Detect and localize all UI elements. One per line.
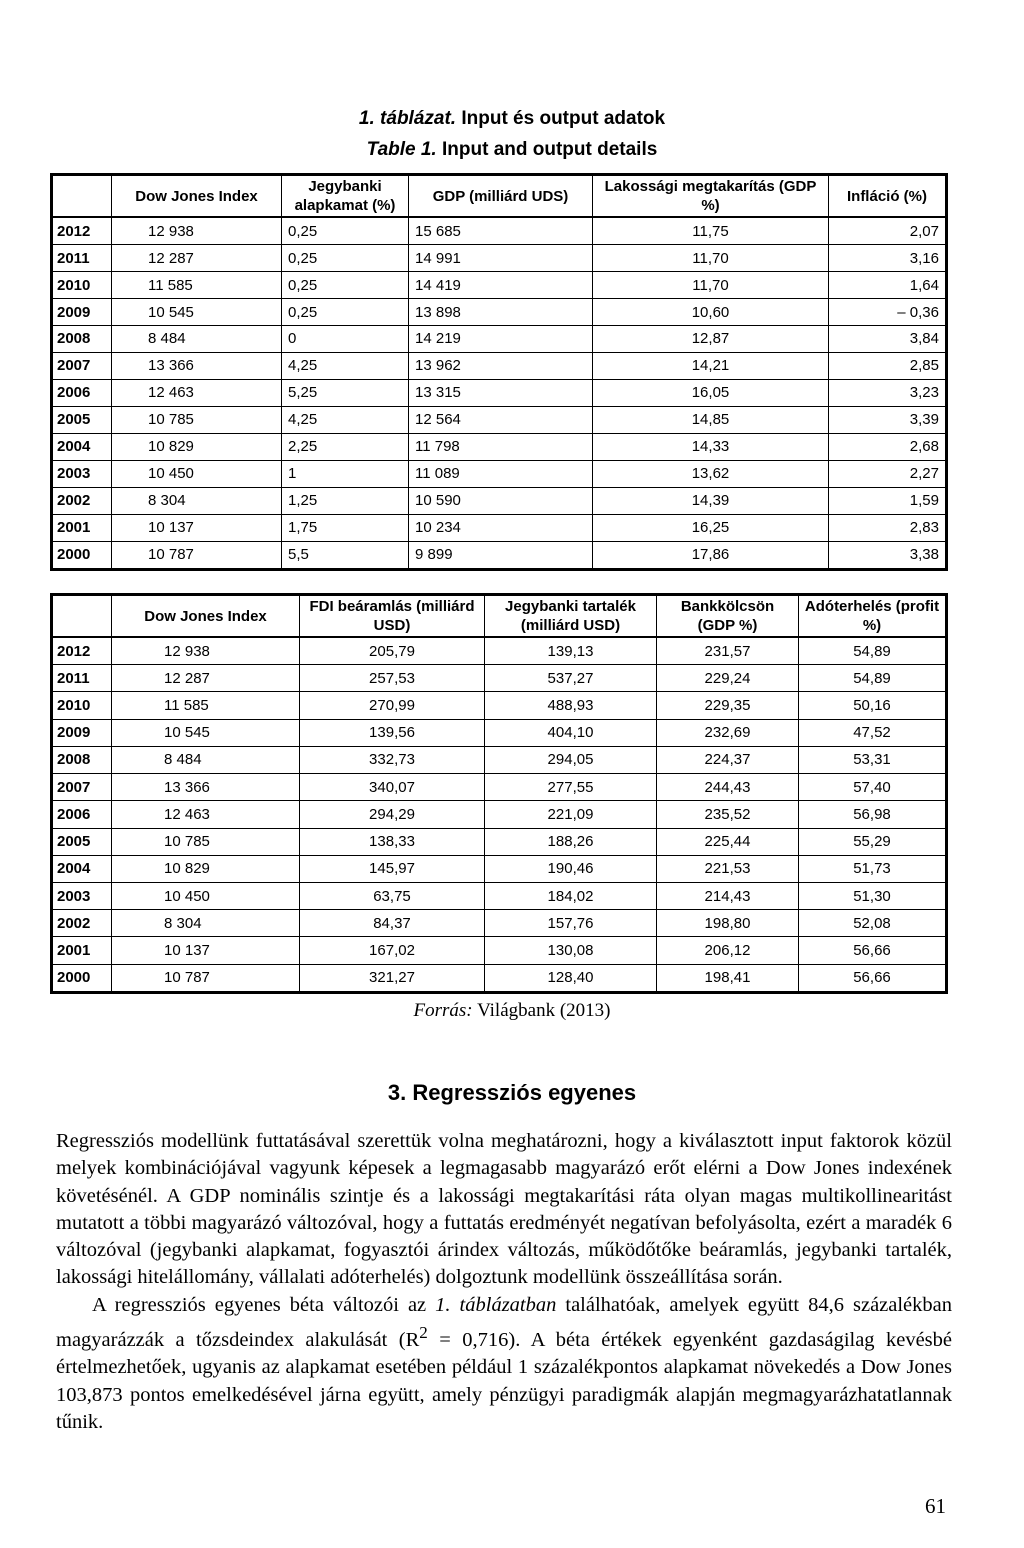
value-cell: 8 484: [112, 326, 282, 353]
header-cell-year: [52, 595, 112, 638]
year-cell: 2002: [52, 910, 112, 937]
header-cell: Dow Jones Index: [112, 595, 300, 638]
value-cell: 14 991: [409, 245, 593, 272]
value-cell: 221,09: [485, 801, 657, 828]
input-output-table-2: [50, 593, 948, 994]
table-row: [52, 665, 947, 692]
header-cell: FDI beáramlás (milliárd USD): [300, 595, 485, 638]
value-cell: 13,62: [593, 460, 829, 487]
year-cell: 2000: [52, 964, 112, 992]
value-cell: 190,46: [485, 855, 657, 882]
value-cell: 14,39: [593, 487, 829, 514]
year-cell: 2008: [52, 746, 112, 773]
value-cell: 12 938: [112, 637, 300, 665]
header-cell-year: [52, 175, 112, 218]
value-cell: 8 304: [112, 910, 300, 937]
table-caption-en-title: Input and output details: [442, 139, 658, 160]
value-cell: 229,35: [657, 692, 799, 719]
input-output-table-1: [50, 173, 948, 571]
value-cell: 257,53: [300, 665, 485, 692]
value-cell: 145,97: [300, 855, 485, 882]
value-cell: 198,80: [657, 910, 799, 937]
value-cell: 56,66: [799, 964, 947, 992]
value-cell: 57,40: [799, 774, 947, 801]
paragraph-2-part-b: találhatóak, amelyek együtt 84,6 százalékban magyarázzák a tőzsdeindex alakulását (R: [56, 1293, 953, 1351]
value-cell: 14,33: [593, 433, 829, 460]
value-cell: 15 685: [409, 217, 593, 245]
header-cell: Jegybanki tartalék (milliárd USD): [485, 595, 657, 638]
value-cell: 10 787: [112, 964, 300, 992]
value-cell: 0,25: [282, 272, 409, 299]
year-cell: 2002: [52, 487, 112, 514]
value-cell: 244,43: [657, 774, 799, 801]
paragraph-2: [56, 1292, 952, 1436]
table-caption-hu-title: Input és output adatok: [461, 108, 666, 129]
year-cell: 2005: [52, 828, 112, 855]
value-cell: 51,30: [799, 882, 947, 909]
year-cell: 2004: [52, 855, 112, 882]
table-caption-hu-prefix: 1. táblázat.: [358, 108, 457, 129]
value-cell: 128,40: [485, 964, 657, 992]
value-cell: – 0,36: [829, 299, 947, 326]
table-row: [52, 801, 947, 828]
value-cell: 130,08: [485, 937, 657, 964]
value-cell: 12 287: [112, 245, 282, 272]
value-cell: 3,39: [829, 406, 947, 433]
value-cell: 294,05: [485, 746, 657, 773]
value-cell: 1,25: [282, 487, 409, 514]
table-row: [52, 326, 947, 353]
year-cell: 2010: [52, 272, 112, 299]
value-cell: 340,07: [300, 774, 485, 801]
value-cell: 139,56: [300, 719, 485, 746]
value-cell: 225,44: [657, 828, 799, 855]
source-text: Világbank (2013): [477, 1000, 611, 1021]
value-cell: 2,68: [829, 433, 947, 460]
value-cell: 11 585: [112, 692, 300, 719]
header-cell: Infláció (%): [829, 175, 947, 218]
value-cell: 3,84: [829, 326, 947, 353]
header-cell: GDP (milliárd UDS): [409, 175, 593, 218]
value-cell: 4,25: [282, 352, 409, 379]
value-cell: 2,25: [282, 433, 409, 460]
table-row: [52, 460, 947, 487]
source-label: Forrás:: [413, 1000, 473, 1021]
table-row: [52, 217, 947, 245]
value-cell: 3,16: [829, 245, 947, 272]
value-cell: 10 829: [112, 855, 300, 882]
year-cell: 2007: [52, 352, 112, 379]
header-cell: Bankkölcsön (GDP %): [657, 595, 799, 638]
table-row: [52, 245, 947, 272]
value-cell: 10 829: [112, 433, 282, 460]
value-cell: 12 564: [409, 406, 593, 433]
table-row: [52, 379, 947, 406]
value-cell: 0,25: [282, 299, 409, 326]
paragraph-1: Regressziós modellünk futtatásával szerettük volna meghatározni, hogy a kiválasztott input faktorok közül melyek kombinációjával vagyunk képesek a legmagasabb magyarázó erőt elérni a Dow Jones indexének követésénél. A GDP nominális szintje és a lakossági megtakarítási ráta olyan magas multikollinearitást mutatott a többi magyarázó változóval, hogy a futtatás eredményét negatívan befolyásolta, ezért a maradék 6 változóval (jegybanki alapkamat, fogyasztói árindex változás, működőtőke beáramlás, jegybanki tartalék, lakossági hitelállomány, vállalati adóterhelés) dolgoztunk modellünk összeállítása során.: [56, 1130, 952, 1289]
value-cell: 11 585: [112, 272, 282, 299]
paragraph-2-part-c: = 0,716). A béta értékek egyenként gazdaságilag kevésbé értelmezhetőek, ugyanis az alapkamat esetében például 1 százalékpontos alapkamat növekedés a Dow Jones 103,873 pontos emelkedésével járna együtt, amely pénzügyi paradigmák alapján megmagyarázhatatlannak tűnik.: [56, 1328, 953, 1433]
value-cell: 235,52: [657, 801, 799, 828]
value-cell: 10 234: [409, 514, 593, 541]
value-cell: 2,85: [829, 352, 947, 379]
value-cell: 11,70: [593, 272, 829, 299]
table-row: [52, 514, 947, 541]
value-cell: 17,86: [593, 541, 829, 569]
value-cell: 12 463: [112, 379, 282, 406]
year-cell: 2003: [52, 460, 112, 487]
value-cell: 10 785: [112, 406, 282, 433]
value-cell: 47,52: [799, 719, 947, 746]
value-cell: 488,93: [485, 692, 657, 719]
value-cell: 56,66: [799, 937, 947, 964]
table-header-row: [52, 595, 947, 638]
value-cell: 184,02: [485, 882, 657, 909]
table-reference: 1. táblázatban: [435, 1293, 557, 1316]
value-cell: 10 785: [112, 828, 300, 855]
value-cell: 1,64: [829, 272, 947, 299]
year-cell: 2001: [52, 937, 112, 964]
value-cell: 63,75: [300, 882, 485, 909]
table-header-row: [52, 175, 947, 218]
table-row: [52, 910, 947, 937]
year-cell: 2009: [52, 299, 112, 326]
paragraph-2-part-a: A regressziós egyenes béta változói az: [92, 1293, 436, 1316]
value-cell: 14 419: [409, 272, 593, 299]
table-caption-en-prefix: Table 1.: [366, 139, 437, 160]
value-cell: 9 899: [409, 541, 593, 569]
value-cell: 221,53: [657, 855, 799, 882]
year-cell: 2012: [52, 637, 112, 665]
table-source: [0, 1000, 1024, 1022]
value-cell: 205,79: [300, 637, 485, 665]
value-cell: 12,87: [593, 326, 829, 353]
value-cell: 10,60: [593, 299, 829, 326]
page-number: 61: [925, 1494, 946, 1518]
value-cell: 294,29: [300, 801, 485, 828]
table-row: [52, 637, 947, 665]
value-cell: 139,13: [485, 637, 657, 665]
value-cell: 11,75: [593, 217, 829, 245]
year-cell: 2010: [52, 692, 112, 719]
value-cell: 16,05: [593, 379, 829, 406]
value-cell: 50,16: [799, 692, 947, 719]
value-cell: 10 787: [112, 541, 282, 569]
value-cell: 13 366: [112, 352, 282, 379]
value-cell: 5,5: [282, 541, 409, 569]
value-cell: 157,76: [485, 910, 657, 937]
value-cell: 188,26: [485, 828, 657, 855]
year-cell: 2007: [52, 774, 112, 801]
value-cell: 13 962: [409, 352, 593, 379]
value-cell: 206,12: [657, 937, 799, 964]
value-cell: 14 219: [409, 326, 593, 353]
value-cell: 12 938: [112, 217, 282, 245]
value-cell: 10 545: [112, 299, 282, 326]
table-row: [52, 541, 947, 569]
value-cell: 16,25: [593, 514, 829, 541]
year-cell: 2001: [52, 514, 112, 541]
table-row: [52, 433, 947, 460]
value-cell: 332,73: [300, 746, 485, 773]
value-cell: 10 137: [112, 514, 282, 541]
value-cell: 231,57: [657, 637, 799, 665]
value-cell: 3,38: [829, 541, 947, 569]
value-cell: 11 798: [409, 433, 593, 460]
value-cell: 198,41: [657, 964, 799, 992]
value-cell: 277,55: [485, 774, 657, 801]
year-cell: 2009: [52, 719, 112, 746]
value-cell: 1: [282, 460, 409, 487]
body-text: [56, 1128, 952, 1436]
table-row: [52, 487, 947, 514]
value-cell: 8 304: [112, 487, 282, 514]
value-cell: 2,07: [829, 217, 947, 245]
table-row: [52, 774, 947, 801]
value-cell: 1,59: [829, 487, 947, 514]
value-cell: 55,29: [799, 828, 947, 855]
value-cell: 167,02: [300, 937, 485, 964]
value-cell: 0: [282, 326, 409, 353]
value-cell: 51,73: [799, 855, 947, 882]
header-cell: Adóterhelés (profit %): [799, 595, 947, 638]
table-row: [52, 746, 947, 773]
value-cell: 0,25: [282, 245, 409, 272]
value-cell: 11,70: [593, 245, 829, 272]
value-cell: 0,25: [282, 217, 409, 245]
value-cell: 52,08: [799, 910, 947, 937]
year-cell: 2008: [52, 326, 112, 353]
value-cell: 14,21: [593, 352, 829, 379]
value-cell: 11 089: [409, 460, 593, 487]
header-cell: Jegybanki alapkamat (%): [282, 175, 409, 218]
table-row: [52, 352, 947, 379]
table-caption-en: [0, 139, 1024, 161]
value-cell: 54,89: [799, 637, 947, 665]
year-cell: 2011: [52, 665, 112, 692]
value-cell: 14,85: [593, 406, 829, 433]
year-cell: 2006: [52, 801, 112, 828]
value-cell: 3,23: [829, 379, 947, 406]
value-cell: 12 287: [112, 665, 300, 692]
r-squared-exponent: 2: [419, 1323, 428, 1343]
year-cell: 2006: [52, 379, 112, 406]
value-cell: 270,99: [300, 692, 485, 719]
value-cell: 138,33: [300, 828, 485, 855]
value-cell: 321,27: [300, 964, 485, 992]
table-row: [52, 719, 947, 746]
year-cell: 2011: [52, 245, 112, 272]
table-row: [52, 937, 947, 964]
value-cell: 2,83: [829, 514, 947, 541]
value-cell: 10 137: [112, 937, 300, 964]
value-cell: 8 484: [112, 746, 300, 773]
header-cell: Lakossági megtakarítás (GDP %): [593, 175, 829, 218]
value-cell: 54,89: [799, 665, 947, 692]
value-cell: 10 590: [409, 487, 593, 514]
year-cell: 2012: [52, 217, 112, 245]
table-caption-hu: [0, 108, 1024, 130]
value-cell: 13 366: [112, 774, 300, 801]
value-cell: 13 315: [409, 379, 593, 406]
value-cell: 232,69: [657, 719, 799, 746]
value-cell: 12 463: [112, 801, 300, 828]
value-cell: 10 545: [112, 719, 300, 746]
value-cell: 10 450: [112, 460, 282, 487]
table-row: [52, 272, 947, 299]
value-cell: 4,25: [282, 406, 409, 433]
table-row: [52, 406, 947, 433]
value-cell: 1,75: [282, 514, 409, 541]
value-cell: 537,27: [485, 665, 657, 692]
table-row: [52, 882, 947, 909]
value-cell: 84,37: [300, 910, 485, 937]
table-row: [52, 299, 947, 326]
value-cell: 10 450: [112, 882, 300, 909]
table-row: [52, 855, 947, 882]
value-cell: 214,43: [657, 882, 799, 909]
header-cell: Dow Jones Index: [112, 175, 282, 218]
year-cell: 2004: [52, 433, 112, 460]
value-cell: 13 898: [409, 299, 593, 326]
value-cell: 224,37: [657, 746, 799, 773]
table-row: [52, 964, 947, 992]
value-cell: 229,24: [657, 665, 799, 692]
value-cell: 5,25: [282, 379, 409, 406]
value-cell: 2,27: [829, 460, 947, 487]
value-cell: 56,98: [799, 801, 947, 828]
section-heading: 3. Regressziós egyenes: [387, 1080, 637, 1105]
value-cell: 404,10: [485, 719, 657, 746]
table-row: [52, 692, 947, 719]
year-cell: 2000: [52, 541, 112, 569]
year-cell: 2005: [52, 406, 112, 433]
table-row: [52, 828, 947, 855]
year-cell: 2003: [52, 882, 112, 909]
value-cell: 53,31: [799, 746, 947, 773]
